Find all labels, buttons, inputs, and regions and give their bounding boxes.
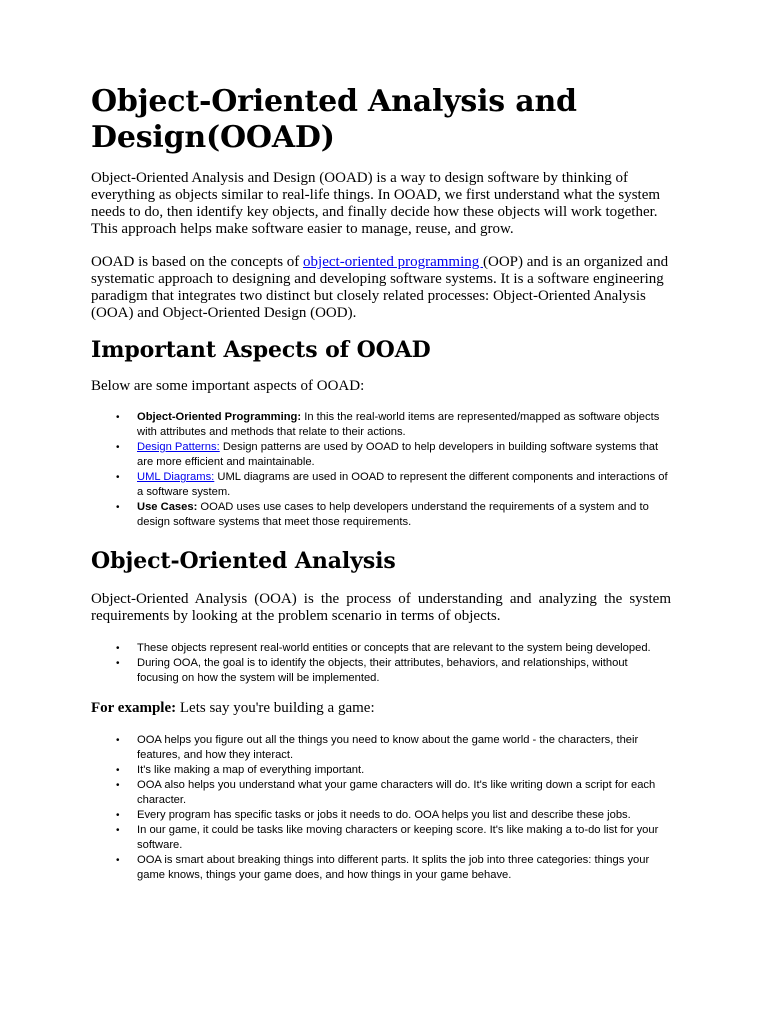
aspect-text: In this the real-world items are represented/mapped as software objects with attributes and methods that relate to their actions.	[137, 411, 660, 438]
list-item	[91, 656, 671, 686]
example-list	[91, 733, 671, 883]
aspect-text: UML diagrams are used in OOAD to represent the different components and interactions of a software system.	[137, 471, 668, 498]
bullet-icon: •	[116, 855, 120, 866]
list-item	[91, 808, 671, 823]
example-paragraph	[91, 700, 671, 717]
aspect-term: Use Cases:	[137, 501, 198, 513]
design-patterns-link[interactable]: Design Patterns:	[137, 441, 220, 453]
list-item	[91, 410, 671, 440]
aspect-text: OOAD uses use cases to help developers understand the requirements of a system and to design software systems that meet those requirements.	[137, 501, 649, 528]
list-item	[91, 853, 671, 883]
bullet-icon: •	[116, 780, 120, 791]
example-item-text: OOA helps you figure out all the things you need to know about the game world - the characters, their features, and how they interact.	[137, 734, 639, 761]
example-item-text: In our game, it could be tasks like moving characters or keeping score. It's like making a to-do list for your software.	[137, 824, 659, 851]
example-item-text: It's like making a map of everything important.	[137, 764, 365, 776]
list-item	[91, 440, 671, 470]
bullet-icon: •	[116, 658, 120, 669]
list-item	[91, 763, 671, 778]
ooa-list	[91, 641, 671, 686]
ooad-paragraph	[91, 254, 671, 322]
list-item	[91, 778, 671, 808]
ooa-item-text: These objects represent real-world entities or concepts that are relevant to the system being developed.	[137, 642, 651, 654]
bullet-icon: •	[116, 442, 120, 453]
example-item-text: OOA is smart about breaking things into different parts. It splits the job into three categories: things your game knows, things your game does, and how things in your game behave.	[137, 854, 650, 881]
oop-link[interactable]: object-oriented programming	[303, 254, 483, 270]
example-item-text: Every program has specific tasks or jobs it needs to do. OOA helps you list and describe these jobs.	[137, 809, 631, 821]
uml-diagrams-link[interactable]: UML Diagrams:	[137, 471, 215, 483]
bullet-icon: •	[116, 735, 120, 746]
aspects-intro: Below are some important aspects of OOAD:	[91, 378, 365, 394]
list-item	[91, 500, 671, 530]
page-title: Object-Oriented Analysis and Design(OOAD)	[91, 84, 577, 155]
aspect-term: Object-Oriented Programming:	[137, 411, 302, 423]
ooa-paragraph: Object-Oriented Analysis (OOA) is the process of understanding and analyzing the system requirements by looking at the problem scenario in terms of objects.	[91, 591, 671, 624]
bullet-icon: •	[116, 412, 120, 423]
analysis-heading: Object-Oriented Analysis	[91, 548, 396, 574]
ooad-text-before: OOAD is based on the concepts of	[91, 254, 304, 270]
bullet-icon: •	[116, 825, 120, 836]
bullet-icon: •	[116, 810, 120, 821]
aspect-text: Design patterns are used by OOAD to help developers in building software systems that are more efficient and maintainable.	[137, 441, 659, 468]
list-item	[91, 470, 671, 500]
bullet-icon: •	[116, 502, 120, 513]
ooad-text-after: (OOP) and is an organized and systematic approach to designing and developing software systems. It is a software engineering paradigm that integrates two distinct but closely related processes: Object-Oriented Analysis (OOA) and Object-Oriented Design (OOD).	[91, 254, 669, 321]
bullet-icon: •	[116, 472, 120, 483]
list-item	[91, 641, 671, 656]
list-item	[91, 823, 671, 853]
example-label: For example:	[91, 700, 177, 716]
list-item	[91, 733, 671, 763]
bullet-icon: •	[116, 643, 120, 654]
bullet-icon: •	[116, 765, 120, 776]
ooa-item-text: During OOA, the goal is to identify the objects, their attributes, behaviors, and relationships, without focusing on how the system will be implemented.	[137, 657, 628, 684]
example-text: Lets say you're building a game:	[176, 700, 375, 716]
intro-paragraph: Object-Oriented Analysis and Design (OOAD) is a way to design software by thinking of everything as objects similar to real-life things. In OOAD, we first understand what the system needs to do, then identify key objects, and finally decide how these objects will work together. This approach helps make software easier to manage, reuse, and grow.	[91, 170, 661, 237]
document-content	[91, 84, 671, 883]
aspects-heading: Important Aspects of OOAD	[91, 337, 431, 363]
aspects-list	[91, 410, 671, 530]
example-item-text: OOA also helps you understand what your game characters will do. It's like writing down a script for each character.	[137, 779, 656, 806]
